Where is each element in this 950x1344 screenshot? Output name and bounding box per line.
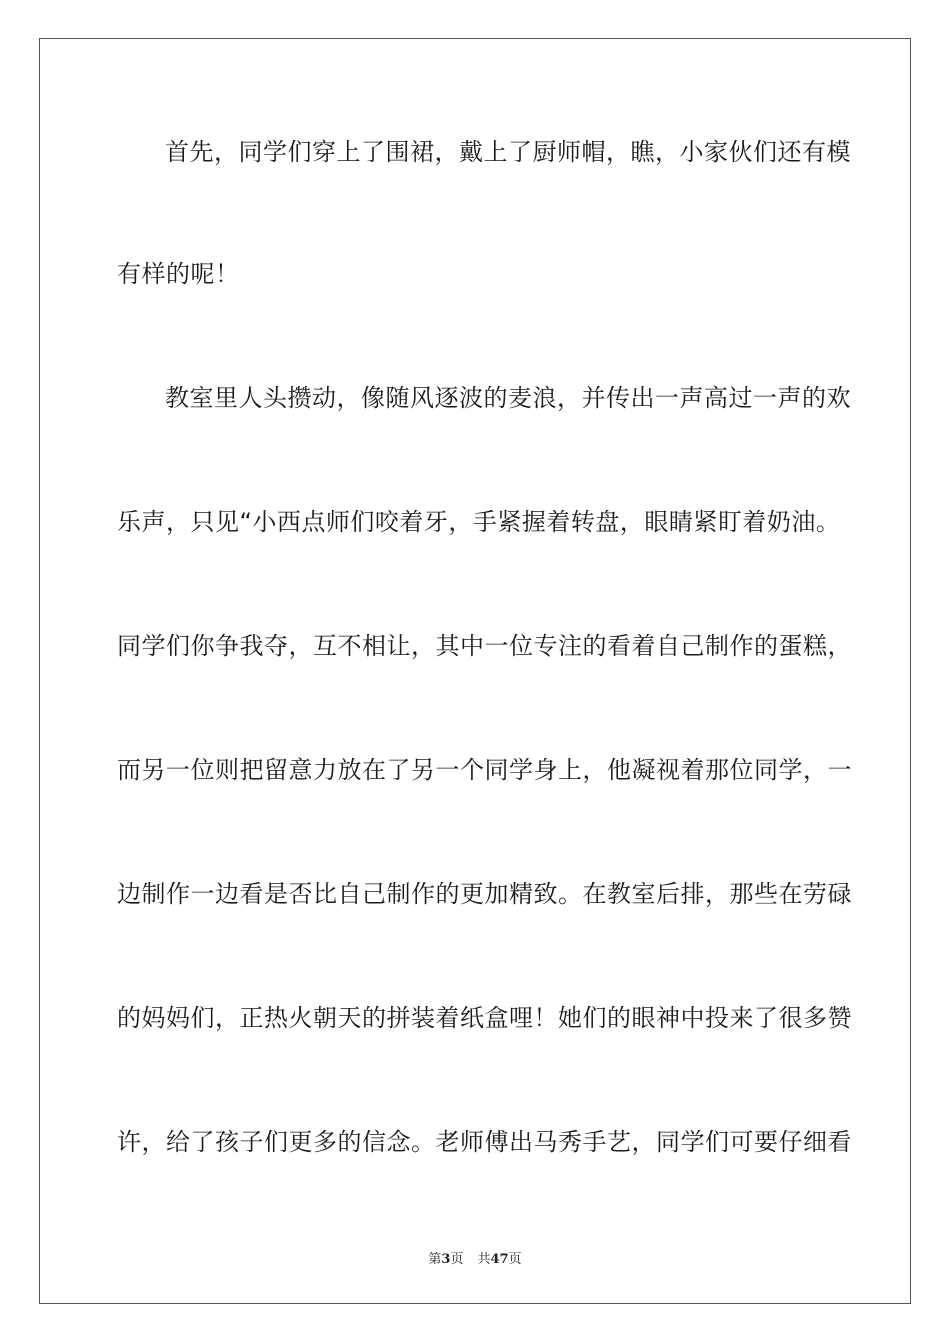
page-current: 3 (441, 1252, 451, 1267)
page-total: 47 (490, 1252, 509, 1267)
page-suffix: 页 (450, 1252, 464, 1267)
paragraph-line-7: 边制作一边看是否比自己制作的更加精致。在教室后排，那些在劳碌 (117, 880, 852, 908)
paragraph-line-2: 有样的呢！ (117, 260, 240, 288)
page-border (39, 38, 911, 1304)
paragraph-line-1: 首先，同学们穿上了围裙，戴上了厨师帽，瞧，小家伙们还有模 (165, 138, 851, 166)
page-number-footer (0, 1248, 950, 1267)
paragraph-line-8: 的妈妈们，正热火朝天的拼装着纸盒哩！她们的眼神中投来了很多赞 (117, 1004, 852, 1032)
total-suffix: 页 (508, 1252, 522, 1267)
paragraph-line-6: 而另一位则把留意力放在了另一个同学身上，他凝视着那位同学，一 (117, 756, 852, 784)
page-prefix: 第 (428, 1252, 442, 1267)
paragraph-line-9: 许，给了孩子们更多的信念。老师傅出马秀手艺，同学们可要仔细看 (117, 1128, 852, 1156)
paragraph-line-4: 乐声，只见“小西点师们咬着牙，手紧握着转盘，眼睛紧盯着奶油。 (117, 508, 841, 536)
paragraph-line-5: 同学们你争我夺，互不相让，其中一位专注的看着自己制作的蛋糕， (117, 632, 852, 660)
total-prefix: 共 (477, 1252, 491, 1267)
paragraph-line-3: 教室里人头攒动，像随风逐波的麦浪，并传出一声高过一声的欢 (165, 384, 851, 412)
